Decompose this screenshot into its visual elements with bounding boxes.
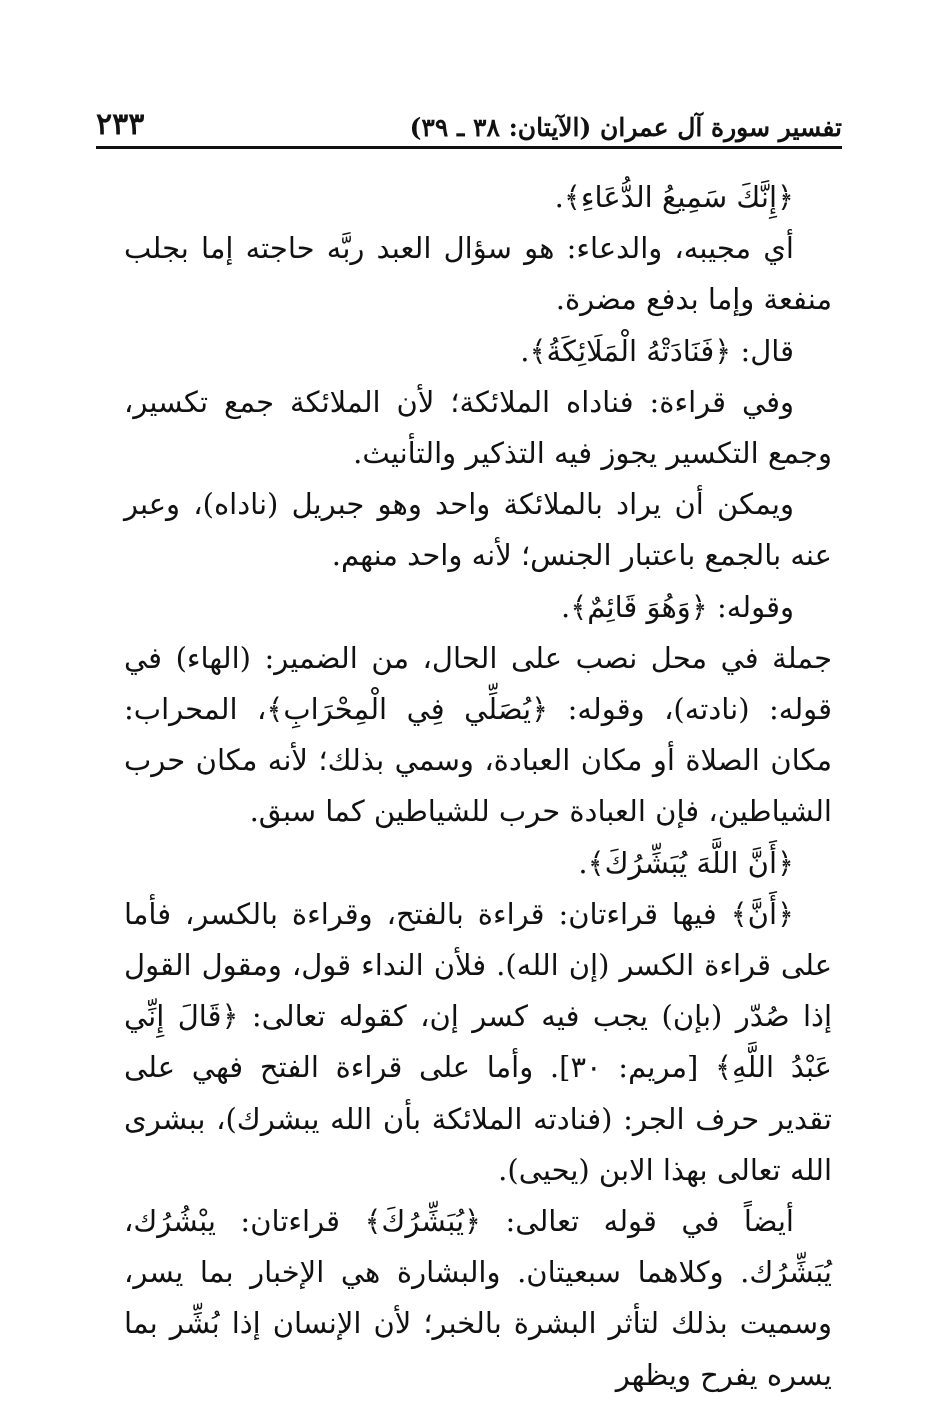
- paragraph: وفي قراءة: فناداه الملائكة؛ لأن الملائكة جمع تكسير، وجمع التكسير يجوز فيه التذكير والتأنيث.: [124, 384, 832, 471]
- page-header: [96, 96, 842, 142]
- paragraph: ويمكن أن يراد بالملائكة واحد وهو جبريل (ناداه)، وعبر عنه بالجمع باعتبار الجنس؛ لأنه واحد منهم.: [124, 487, 832, 573]
- paragraph: أيضاً في قوله تعالى: ﴿يُبَشِّرُكَ﴾ قراءتان: يبْشُرُك، يُبَشِّرُك. وكلاهما سبعيتان. والبشارة هي الإخبار بما يسر، وسميت بذلك لتأثر البشرة بالخبر؛ لأن الإنسان إذا بُشِّر بما يسره يفرح ويظهر: [124, 1204, 832, 1392]
- paragraph: أي مجيبه، والدعاء: هو سؤال العبد ربَّه حاجته إما بجلب منفعة وإما بدفع مضرة.: [124, 231, 832, 317]
- page-body: [124, 172, 832, 1401]
- paragraph: قال: ﴿فَنَادَتْهُ الْمَلَائِكَةُ﴾.: [520, 333, 794, 368]
- page-number: ٢٣٣: [96, 107, 145, 142]
- running-title: تفسير سورة آل عمران (الآيتان: ٣٨ ـ ٣٩): [409, 113, 842, 142]
- paragraph: جملة في محل نصب على الحال، من الضمير: (الهاء) في قوله: (نادته)، وقوله: ﴿يُصَلِّي فِي الْمِحْرَابِ﴾، المحراب: مكان الصلاة أو مكان العبادة، وسمي بذلك؛ لأنه مكان حرب الشياطين، فإن العبادة حرب للشياطين كما سبق.: [124, 640, 832, 829]
- paragraph: ﴿أَنَّ اللَّهَ يُبَشِّرُكَ﴾.: [578, 845, 794, 880]
- header-rule: [96, 146, 842, 149]
- paragraph: وقوله: ﴿وَهُوَ قَائِمٌ﴾.: [561, 589, 794, 624]
- paragraph: ﴿إِنَّكَ سَمِيعُ الدُّعَاءِ﴾.: [554, 180, 794, 214]
- paragraph: ﴿أَنَّ﴾ فيها قراءتان: قراءة بالفتح، وقراءة بالكسر، فأما على قراءة الكسر (إن الله). فلأن النداء قول، ومقول القول إذا صُدّر (بإن) يجب فيه كسر إن، كقوله تعالى: ﴿قَالَ إِنِّي عَبْدُ اللَّهِ﴾ [مريم: ٣٠]. وأما على قراءة الفتح فهي على تقدير حرف الجر: (فنادته الملائكة بأن الله يبشرك)، ببشرى الله تعالى بهذا الابن (يحيى).: [124, 896, 832, 1187]
